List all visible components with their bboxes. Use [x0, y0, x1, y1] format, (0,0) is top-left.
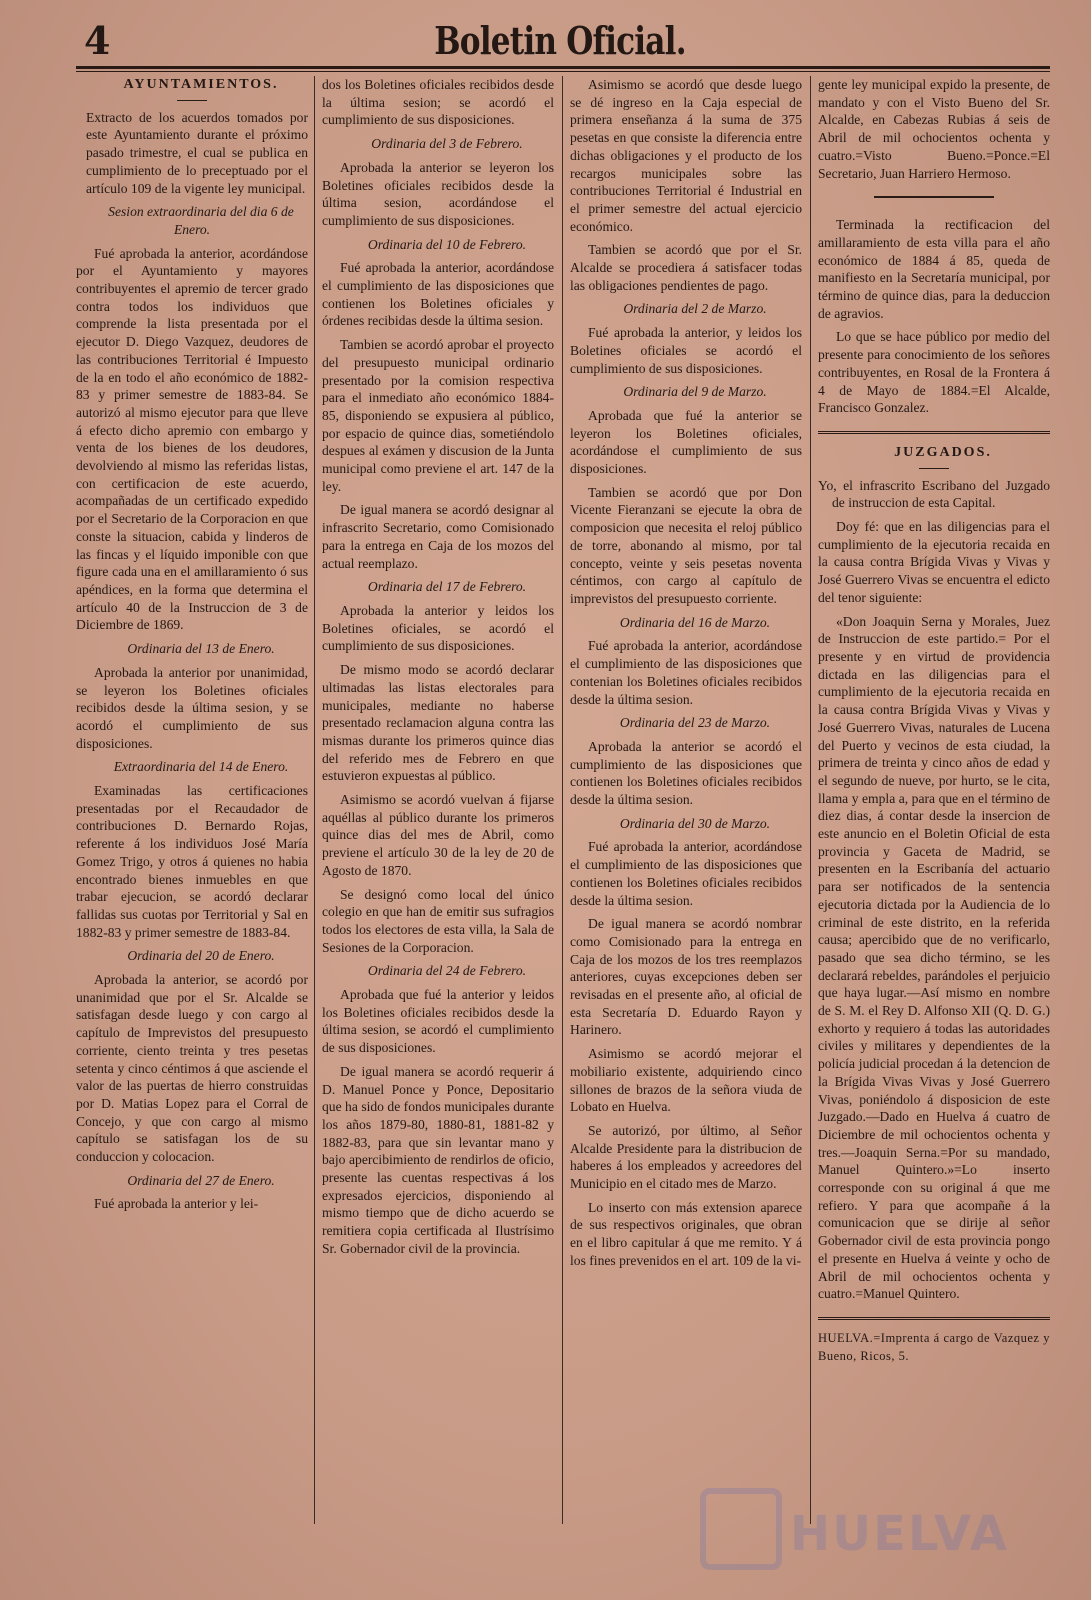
paragraph: Aprobada la anterior por unanimidad, se leyeron los Boletines oficiales recibidos desde la última sesion, y se acordó el cumplimiento de sus disposiciones. [76, 664, 308, 751]
paragraph: Fué aprobada la anterior, acordándose el cumplimiento de las disposiciones que contenian los Boletines oficiales recibidos desde la última sesion. [570, 638, 802, 707]
section-divider [818, 431, 1050, 434]
paragraph: Fué aprobada la anterior, y leidos los Boletines oficiales se acordó el cumplimiento de sus disposiciones. [570, 325, 802, 376]
section-heading-ayuntamientos: AYUNTAMIENTOS. [123, 77, 279, 92]
page-header [70, 10, 1050, 68]
paragraph: Fué aprobada la anterior y lei- [94, 1196, 259, 1212]
ornament-rule [874, 196, 994, 198]
session-heading: Ordinaria del 3 de Febrero. [371, 136, 523, 152]
extract-intro: Extracto de los acuerdos tomados por este Ayuntamiento durante el próximo pasado trimestre, el cual se publica en cumplimiento de lo preceptuado por el artículo 109 de la vigente ley municipal. [86, 109, 308, 196]
session-heading: Ordinaria del 13 de Enero. [127, 641, 275, 657]
session-heading: Ordinaria del 9 de Marzo. [623, 384, 767, 400]
paragraph: Asimismo se acordó mejorar el mobiliario existente, adquiriendo cinco sillones de brazos de la señora viuda de Lobato en Huelva. [570, 1046, 802, 1115]
paragraph: De igual manera se acordó designar al infrascrito Secretario, como Comisionado para la entrega en Caja de los mozos del actual reemplazo. [322, 502, 554, 571]
column-divider [810, 76, 811, 1524]
header-rule [76, 66, 1050, 72]
session-heading: Ordinaria del 24 de Febrero. [367, 963, 527, 979]
session-heading: Ordinaria del 27 de Enero. [127, 1172, 275, 1188]
paragraph: gente ley municipal expido la presente, de mandato y con el Visto Bueno del Sr. Alcalde, en Cabezas Rubias á seis de Abril de mil ochocientos ochenta y cuatro.=Visto Bueno.=Ponce.=El Secretario, Juan Harriero Hermoso. [818, 77, 1050, 181]
paragraph: Lo inserto con más extension aparece de sus respectivos originales, que obran en el libro capitular á que me remito. Y á los fines prevenidos en el art. 109 de la vi- [570, 1199, 802, 1268]
column-4 [818, 76, 1050, 1526]
session-heading: Ordinaria del 20 de Enero. [127, 948, 275, 964]
paragraph: Fué aprobada la anterior, acordándose el cumplimiento de las disposiciones que contienen los Boletines oficiales recibidos desde la última sesion. [570, 839, 802, 908]
paragraph: Se designó como local del único colegio en que han de emitir sus sufragios todos los electores de esta villa, la Sala de Sesiones de la Corporacion. [322, 886, 554, 955]
session-heading: Ordinaria del 16 de Marzo. [619, 614, 771, 630]
paragraph: Fué aprobada la anterior, acordándose el cumplimiento de las disposiciones que contienen los Boletines oficiales y órdenes recibidas desde la última sesion. [322, 260, 554, 329]
paragraph: Aprobada la anterior, se acordó por unanimidad que por el Sr. Alcalde se satisfagan desde luego y con cargo al capítulo de Imprevistos del presupuesto corriente, ciento treinta y tres pesetas setenta y cinco céntimos á que asciende el valor de las puertas de hierro construidas por D. Matias Lopez para el Corral de Concejo, y que con cargo al mismo capítulo se satisfagan los de su conduccion y colocacion. [76, 972, 308, 1165]
column-2 [322, 76, 554, 1526]
session-heading: Ordinaria del 2 de Marzo. [623, 301, 767, 317]
paragraph: Aprobada que fué la anterior se leyeron los Boletines oficiales, acordándose el cumplimiento de sus disposiciones. [570, 407, 802, 477]
paragraph: Aprobada la anterior y leidos los Boletines oficiales, se acordó el cumplimiento de sus disposiciones. [322, 602, 554, 654]
session-heading: Ordinaria del 17 de Febrero. [367, 579, 527, 595]
paragraph: Fué aprobada la anterior, acordándose por el Ayuntamiento y mayores contribuyentes el apremio de tercer grado contra todos los individuos que comprende la lista presentada por el ejecutor D. Diego Vazquez, deudores de las contribuciones Territorial é Impuesto de la en todo el año económico de 1882-83 y primer semestre de 1883-84. Se autorizó al mismo ejecutor para que lleve á efecto dicho apremio con embargo y venta de los bienes de los deudores, devolviendo al mismo las referidas listas, con certificacion de este acuerdo, acompañadas de un certificado expedido por el Secretario de la Corporacion en que conste la situacion, cabida y linderos de las fincas y el líquido imponible con que figure cada una en el amillaramiento ó sus apéndices, en la forma que determina el artículo 40 de la Instruccion de 3 de Diciembre de 1869. [76, 245, 308, 633]
session-heading: Ordinaria del 23 de Marzo. [619, 715, 771, 731]
paragraph: De igual manera se acordó nombrar como Comisionado para la entrega en Caja de los mozos de los tres reemplazos anteriores, cuyas excepciones deben ser revisadas en el presente año, al oficial de esta Secretaría D. Eduardo Rayon y Harinero. [570, 916, 802, 1038]
session-heading: Sesion extraordinaria del dia 6 de Enero. [108, 204, 294, 237]
column-divider [314, 76, 315, 1524]
paragraph: Tambien se acordó que por Don Vicente Fieranzani se ejecute la obra de composicion que necesita el reloj público de torre, abonando al mismo, por tal concepto, veinte y seis pesetas noventa céntimos, con cargo al capítulo de imprevistos del presupuesto corriente. [570, 484, 802, 606]
paragraph: Examinadas las certificaciones presentadas por el Recaudador de contribuciones D. Bernardo Rojas, referente á los individuos José María Gomez Trigo, y otros á quienes no habia encontrado bienes inmuebles en que trabar ejecucion, se acordó declarar fallidas sus cuotas por Territorial y Sal en 1882-83 y primer semestre de 1883-84. [76, 783, 308, 940]
paragraph: Asimismo se acordó que desde luego se dé ingreso en la Caja especial de primera enseñanza á la suma de 375 pesetas en que consiste la diferencia entre dichas obligaciones y el producto de los recargos municipales sobre las contribuciones Territorial é Industrial en el primer semestre del actual ejercicio económico. [570, 77, 802, 234]
paragraph: Tambien se acordó que por el Sr. Alcalde se procediera á satisfacer todas las obligaciones pendientes de pago. [570, 242, 802, 293]
paragraph: De mismo modo se acordó declarar ultimadas las listas electorales para municipales, mediante no haberse presentado reclamacion alguna contra las mismas durante los primeros quince dias del referido mes de Febrero en que estuvieron expuestas al público. [322, 662, 554, 784]
archive-watermark [680, 1470, 1040, 1580]
paragraph: Se autorizó, por último, al Señor Alcalde Presidente para la distribucion de haberes á los empleados y acreedores del Municipio en el citado mes de Marzo. [570, 1122, 802, 1192]
paragraph: Tambien se acordó aprobar el proyecto del presupuesto municipal ordinario presentado por la comision respectiva para el inmediato año económico 1884-85, disponiendo se expusiera al público, por espacio de quince dias, sometiéndolo despues al exámen y discusion de la Junta municipal como previene el art. 147 de la ley. [322, 337, 554, 494]
section-heading-juzgados: JUZGADOS. [894, 444, 992, 460]
column-3 [570, 76, 802, 1526]
paragraph: De igual manera se acordó requerir á D. Manuel Ponce y Ponce, Depositario que ha sido de fondos municipales durante los años 1879-80, 1880-81, 1881-82 y 1882-83, para que sin levantar mano y bajo apercibimiento de rendirlos de oficio, presente las cuentas respectivas á los expresados ejercicios, disponiendo al mismo tiempo que de dicho acuerdo se remitiera copia certificada al Ilustrísimo Sr. Gobernador civil de la provincia. [322, 1063, 554, 1256]
watermark-logo-icon [700, 1488, 782, 1570]
paragraph: dos los Boletines oficiales recibidos desde la última sesion; se acordó el cumplimiento de sus disposiciones. [322, 77, 554, 128]
section-rule [177, 100, 207, 101]
watermark-text: HUELVA [790, 1506, 1009, 1562]
session-heading: Ordinaria del 30 de Marzo. [619, 815, 771, 831]
paragraph: Lo que se hace público por medio del presente para conocimiento de los señores contribuyentes, en Rosal de la Frontera á 4 de Mayo de 1884.=El Alcalde, Francisco Gonzalez. [818, 329, 1050, 416]
column-divider [562, 76, 563, 1524]
printer-imprint: HUELVA.=Imprenta á cargo de Vazquez y Bueno, Ricos, 5. [818, 1331, 1050, 1363]
masthead-title: Boletin Oficial. [434, 18, 686, 63]
paragraph: Terminada la rectificacion del amillaramiento de esta villa para el año económico de 1884 á 85, queda de manifiesto en la Secretaría municipal, por término de quince dias, para la deduccion de agravios. [818, 217, 1050, 321]
section-rule [919, 468, 949, 469]
paragraph: «Don Joaquin Serna y Morales, Juez de Instruccion de este partido.= Por el presente y en virtud de providencia dictada en las diligencias para el cumplimiento de la ejecutoria recaida en la causa contra Brígida Vivas y Vivas y José Guerrero Vivas, naturales de Lucena del Puerto y vecinos de esta ciudad, la primera de treinta y cinco años de edad y el segundo de nueve, por hurto, se le cita, llama y empla a, para que en el término de diez dias, á contar desde la insercion de este anuncio en el Boletin Oficial de esta provincia y Gaceta de Madrid, se presenten en la Escribanía del actuario para ser notificados de la sentencia ejecutoria dictada por la Audiencia de lo criminal de este distrito, en la referida causa; apercibido que de no verificarlo, pasado que sea dicho término, se les declarará rebeldes, parándoles el perjuicio que haya lugar.—Así mismo en nombre de S. M. el Rey D. Alfonso XII (Q. D. G.) exhorto y requiero á todas las autoridades civiles y militares y dependientes de la policía judicial procedan á la detencion de la Brígida Vivas Vivas y José Guerrero Vivas, poniéndolo á disposicion de este Juzgado.—Dado en Huelva á cuatro de Diciembre de mil ochocientos ochenta y tres.—Joaquin Serna.=Por su mandado, Manuel Quintero.»=Lo inserto corresponde con su original á que me refiero. Y para que acompañe á la comunicacion que se dirije al señor Gobernador civil de esta provincia pongo el presente en Huelva á veinte y ocho de Abril de mil ochocientos ochenta y cuatro.=Manuel Quintero. [818, 613, 1050, 1302]
paragraph: Aprobada que fué la anterior y leidos los Boletines oficiales recibidos desde la última sesion, se acordó el cumplimiento de sus disposiciones. [322, 987, 554, 1056]
session-heading: Extraordinaria del 14 de Enero. [113, 759, 289, 775]
imprint-divider [818, 1317, 1050, 1320]
page-number: 4 [84, 18, 111, 63]
session-heading: Ordinaria del 10 de Febrero. [367, 236, 527, 252]
paragraph: Asimismo se acordó vuelvan á fijarse aquéllas al público durante los primeros quince dias del mes de Abril, como previene el artículo 30 de la ley de 20 de Agosto de 1870. [322, 792, 554, 878]
paragraph: Yo, el infrascrito Escribano del Juzgado de instruccion de esta Capital. [818, 477, 1050, 511]
paragraph: Aprobada la anterior se leyeron los Boletines oficiales recibidos desde la última sesion, acordándose el cumplimiento de sus disposiciones. [322, 159, 554, 228]
paragraph: Doy fé: que en las diligencias para el cumplimiento de la ejecutoria recaida en la causa contra Brígida Vivas y Vivas y José Guerrero Vivas se encuentra el edicto del tenor siguiente: [818, 519, 1050, 605]
paragraph: Aprobada la anterior se acordó el cumplimiento de las disposiciones que contienen los Boletines oficiales recibidos desde la última sesion. [570, 738, 802, 808]
column-1 [76, 76, 308, 1526]
